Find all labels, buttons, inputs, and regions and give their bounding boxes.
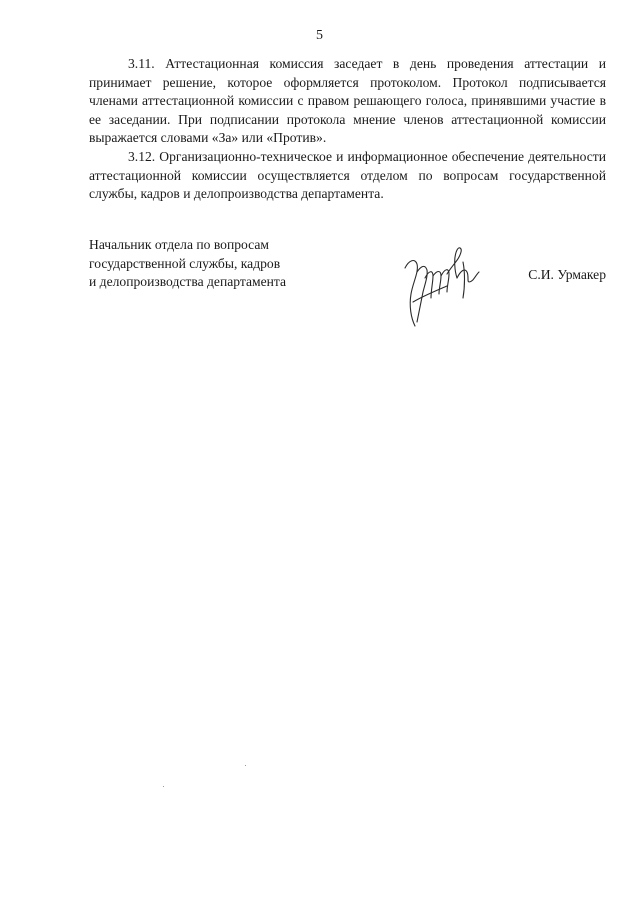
- scan-speck: [163, 786, 164, 787]
- handwritten-signature: [403, 242, 483, 332]
- signer-title-line: Начальник отдела по вопросам: [89, 237, 270, 252]
- signature-block: [89, 236, 606, 336]
- scan-speck: [245, 765, 246, 766]
- page-number: 5: [316, 28, 323, 43]
- signer-title: [89, 236, 319, 292]
- document-body: [89, 55, 606, 204]
- section-3-11-paragraph: 3.11. Аттестационная комиссия заседает в день проведения аттестации и принимает решение, которое оформляется протоколом. Протокол подписывается членами аттестационной комиссии с правом решающего голоса, принявшими участие в ее заседании. При подписании протокола мнение членов аттестационной комиссии выражается словами «За» или «Против».: [89, 56, 606, 146]
- signer-title-line: государственной службы, кадров: [89, 255, 281, 271]
- signer-title-line: и делопроизводства департамента: [89, 274, 287, 290]
- signer-name: С.И. Урмакер: [528, 267, 606, 282]
- section-3-12-paragraph: 3.12. Организационно-техническое и информационное обеспечение деятельности аттестационной комиссии осуществляется отделом по вопросам государственной службы, кадров и делопроизводства департамента.: [89, 148, 606, 202]
